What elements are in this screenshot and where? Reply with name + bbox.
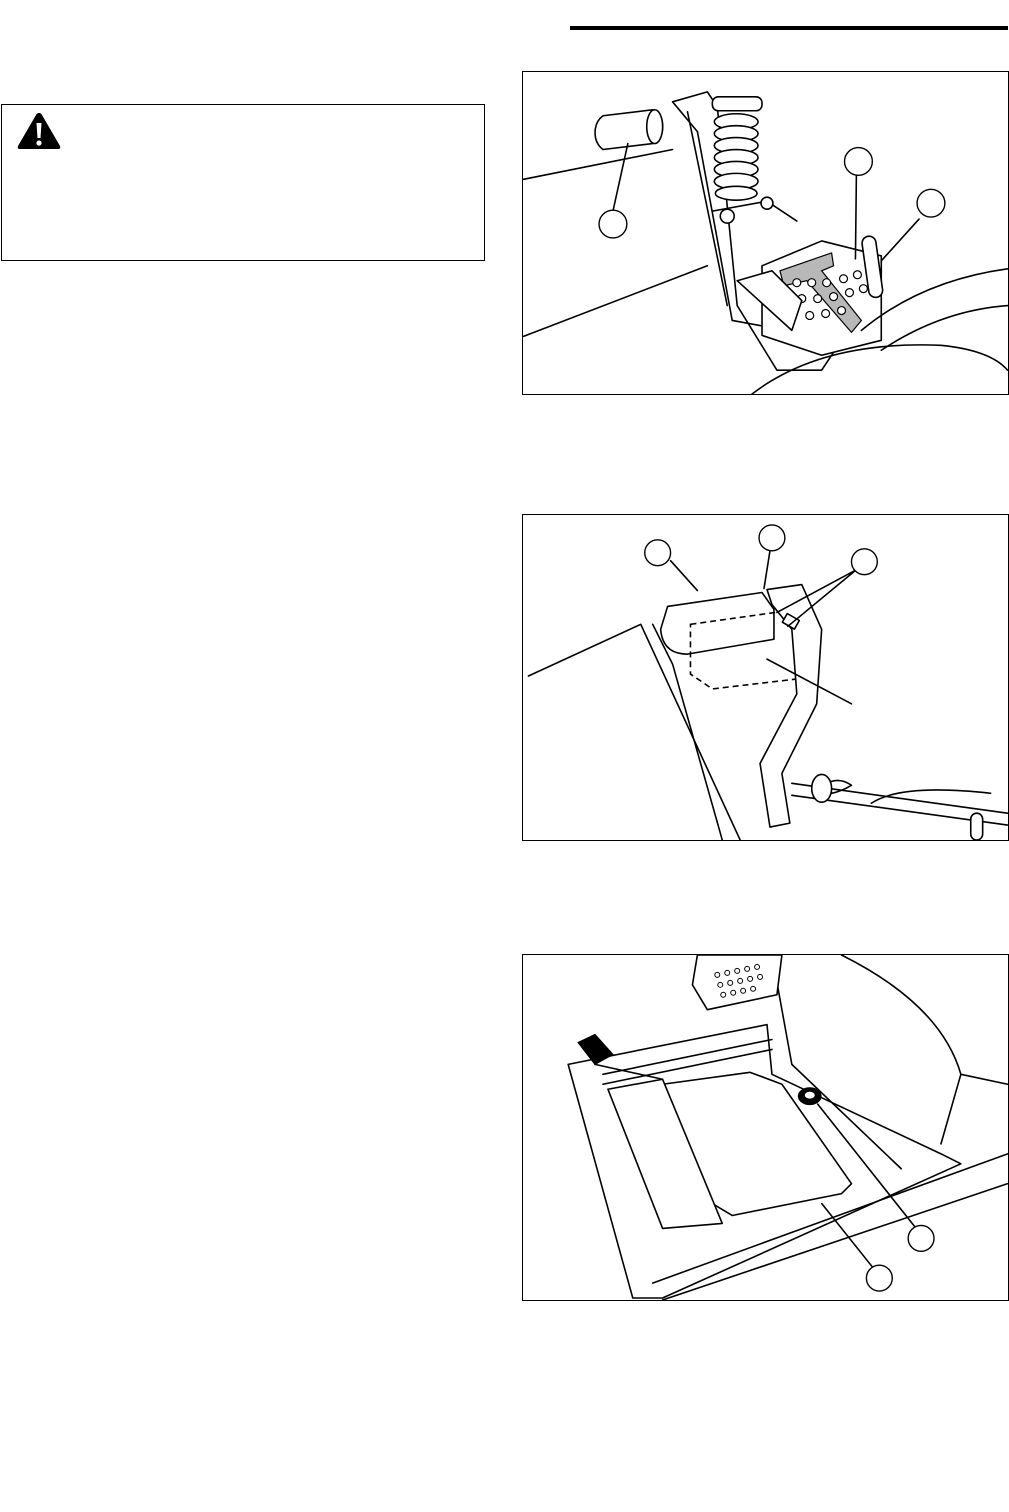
callout-circle — [851, 549, 877, 575]
callout-circle — [759, 525, 785, 551]
callout-circle — [645, 540, 671, 566]
figure-brake-pedal — [522, 71, 1009, 395]
callout-circle — [917, 189, 945, 217]
figure-floor-panel — [522, 954, 1009, 1301]
warning-box — [1, 104, 485, 261]
figure-seat-bumper — [522, 514, 1009, 841]
callout-circle — [845, 148, 873, 176]
floor-panel-illustration — [523, 955, 1008, 1300]
callout-circle — [866, 1265, 892, 1291]
callout-circle — [908, 1225, 934, 1251]
header-rule — [570, 26, 1008, 30]
callout-circle — [599, 210, 627, 238]
warning-triangle-icon — [16, 111, 62, 151]
seat-bumper-illustration — [523, 515, 1008, 840]
brake-pedal-illustration — [523, 72, 1008, 394]
